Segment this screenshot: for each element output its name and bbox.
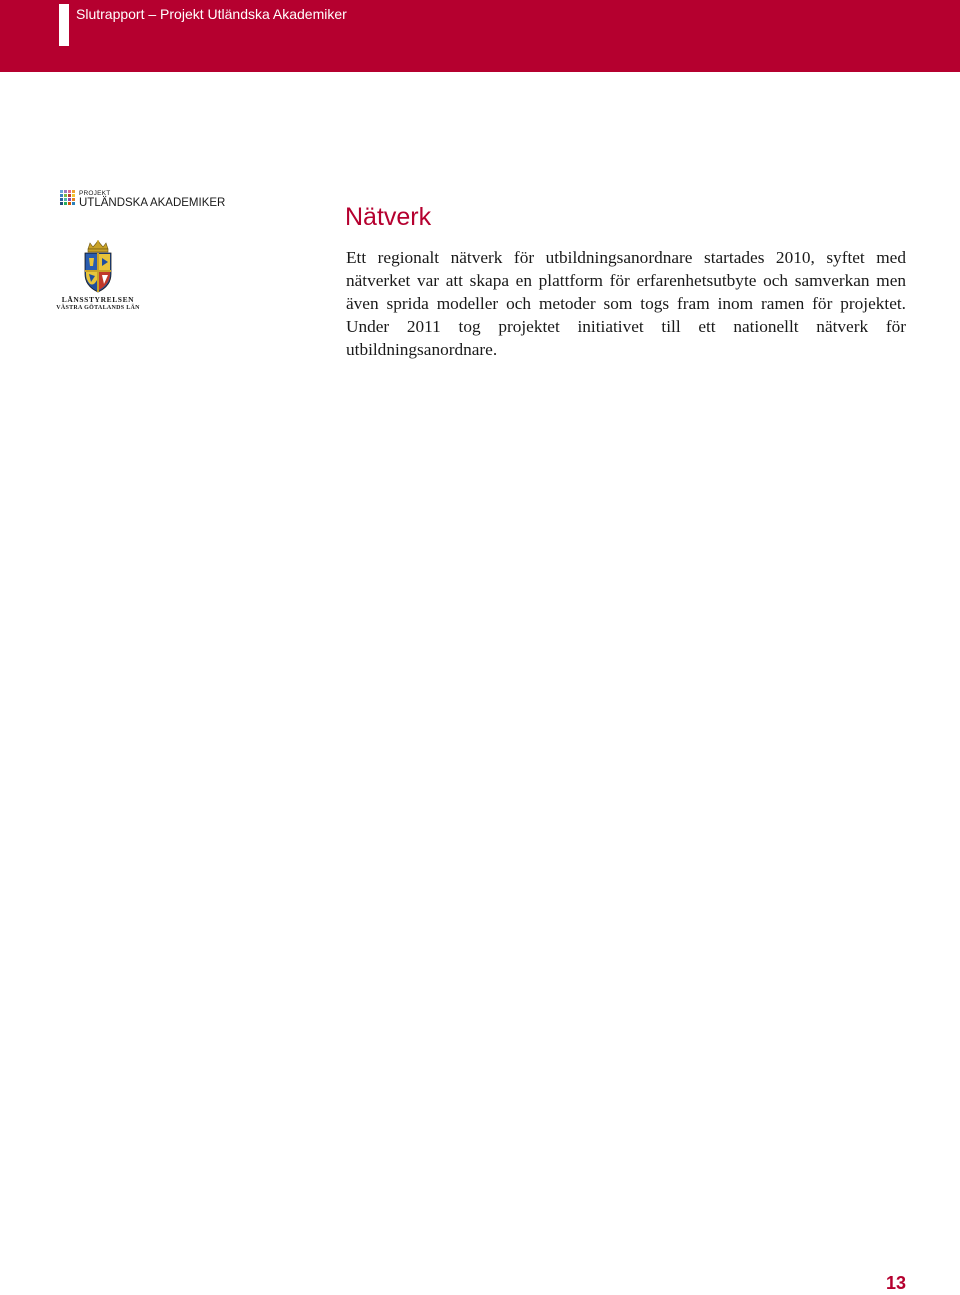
coat-of-arms-icon xyxy=(82,240,114,294)
header-title: Slutrapport – Projekt Utländska Akademiker xyxy=(76,6,347,22)
page-number: 13 xyxy=(885,1273,906,1293)
section-body-text: Ett regionalt nätverk för utbildningsanordnare startades 2010, syftet med nätverket var att skapa en plattform för erfarenhetsutbyte och samverkan men även sprida modeller och metoder som togs fram inom ramen för projektet. Under 2011 tog projektet initiativet till ett nationellt nätverk för utbildningsanordnare. xyxy=(346,248,906,359)
logo-small-text: PROJEKT xyxy=(79,190,111,197)
utlandska-akademiker-logo xyxy=(60,190,235,212)
header-bar xyxy=(0,0,960,72)
header-accent-mark xyxy=(59,4,69,46)
lansstyrelsen-name: LÄNSSTYRELSEN xyxy=(61,295,135,304)
pixel-grid-icon xyxy=(60,190,77,207)
lansstyrelsen-region: VÄSTRA GÖTALANDS LÄN xyxy=(56,305,140,311)
logo-main-text: UTLÄNDSKA AKADEMIKER xyxy=(79,197,226,209)
lansstyrelsen-logo xyxy=(56,240,140,315)
section-title: Nätverk xyxy=(345,203,432,231)
